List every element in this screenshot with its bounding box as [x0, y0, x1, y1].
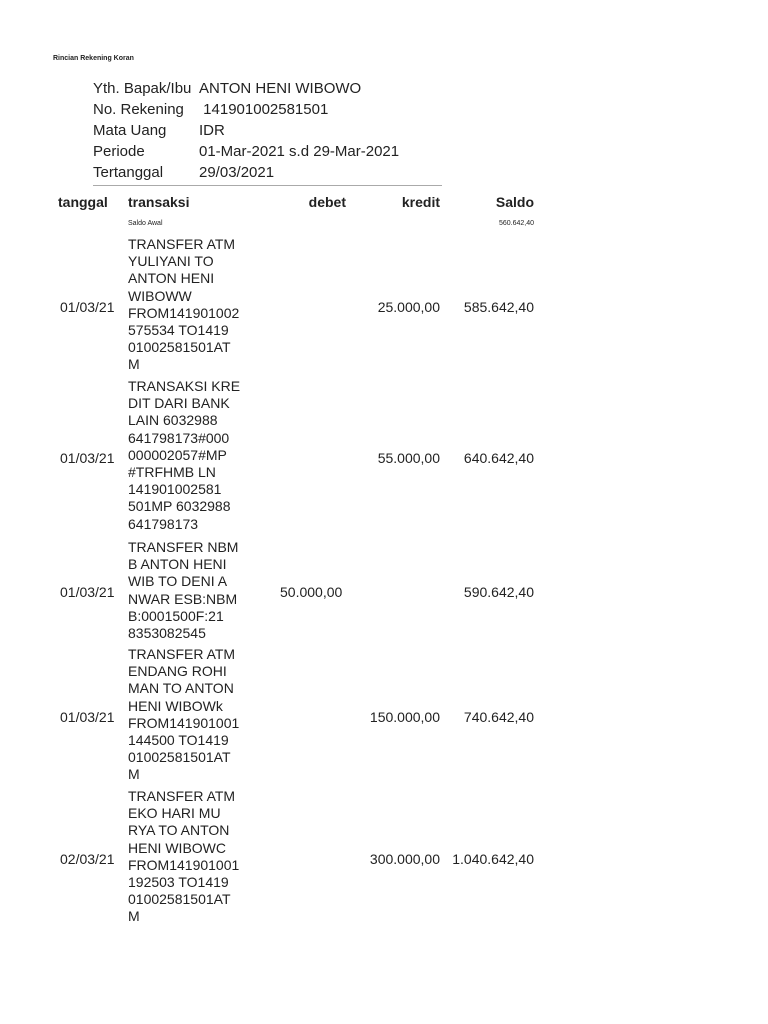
- info-value: IDR: [199, 122, 225, 139]
- column-header-saldo: Saldo: [495, 194, 534, 210]
- row-description: TRANSFER ATM ENDANG ROHI MAN TO ANTON HENI WIBOWk FROM141901001 144500 TO1419 01002581501AT M: [128, 646, 240, 783]
- row-description: TRANSFER ATM EKO HARI MU RYA TO ANTON HENI WIBOWC FROM141901001 192503 TO1419 01002581501AT M: [128, 788, 240, 925]
- column-header-kredit: kredit: [401, 194, 440, 210]
- row-balance: 1.040.642,40: [452, 851, 534, 867]
- table-row: [0, 378, 768, 538]
- column-header-debet: debet: [308, 194, 346, 210]
- row-date: 01/03/21: [60, 450, 115, 466]
- document-title: Rincian Rekening Koran: [53, 55, 134, 62]
- row-credit: 55.000,00: [377, 450, 440, 466]
- row-credit: 300.000,00: [369, 851, 440, 867]
- opening-balance-value: 560.642,40: [498, 220, 534, 227]
- table-row: [0, 236, 768, 378]
- table-row: [0, 788, 768, 930]
- row-date: 01/03/21: [60, 584, 115, 600]
- table-row: [0, 646, 768, 788]
- row-date: 01/03/21: [60, 709, 115, 725]
- info-label: Tertanggal: [93, 164, 164, 181]
- info-value: 141901002581501: [199, 101, 329, 118]
- info-row-period: [93, 141, 399, 162]
- header-divider: [93, 185, 442, 186]
- info-label: Mata Uang: [93, 122, 167, 139]
- info-value: ANTON HENI WIBOWO: [199, 80, 362, 97]
- row-description: TRANSFER NBM B ANTON HENI WIB TO DENI A NWAR ESB:NBM B:0001500F:21 8353082545: [128, 539, 239, 642]
- row-credit: 25.000,00: [377, 299, 440, 315]
- info-value: 29/03/2021: [199, 164, 275, 181]
- opening-balance-label: Saldo Awal: [128, 220, 163, 227]
- row-balance: 590.642,40: [463, 584, 534, 600]
- column-header-tanggal: tanggal: [58, 194, 108, 210]
- row-balance: 585.642,40: [463, 299, 534, 315]
- row-description: TRANSFER ATM YULIYANI TO ANTON HENI WIBOWW FROM141901002 575534 TO1419 01002581501AT M: [128, 236, 240, 373]
- row-balance: 640.642,40: [463, 450, 534, 466]
- info-row-currency: [93, 120, 399, 141]
- info-label: Yth. Bapak/Ibu: [93, 80, 192, 97]
- column-header-transaksi: transaksi: [128, 194, 190, 210]
- account-info: [93, 78, 399, 183]
- row-description: TRANSAKSI KRE DIT DARI BANK LAIN 6032988 641798173#000 000002057#MP #TRFHMB LN 141901002581 501MP 6032988 641798173: [128, 378, 241, 532]
- row-balance: 740.642,40: [463, 709, 534, 725]
- table-row: [0, 539, 768, 645]
- opening-balance-row: [0, 220, 768, 230]
- info-label: No. Rekening: [93, 101, 184, 118]
- row-debit: 50.000,00: [280, 584, 343, 600]
- info-row-account-number: [93, 99, 399, 120]
- info-label: Periode: [93, 143, 145, 160]
- row-date: 01/03/21: [60, 299, 115, 315]
- table-header: [0, 194, 768, 214]
- row-credit: 150.000,00: [369, 709, 440, 725]
- info-row-recipient: [93, 78, 399, 99]
- row-date: 02/03/21: [60, 851, 115, 867]
- info-row-date: [93, 162, 399, 183]
- info-value: 01-Mar-2021 s.d 29-Mar-2021: [199, 143, 400, 160]
